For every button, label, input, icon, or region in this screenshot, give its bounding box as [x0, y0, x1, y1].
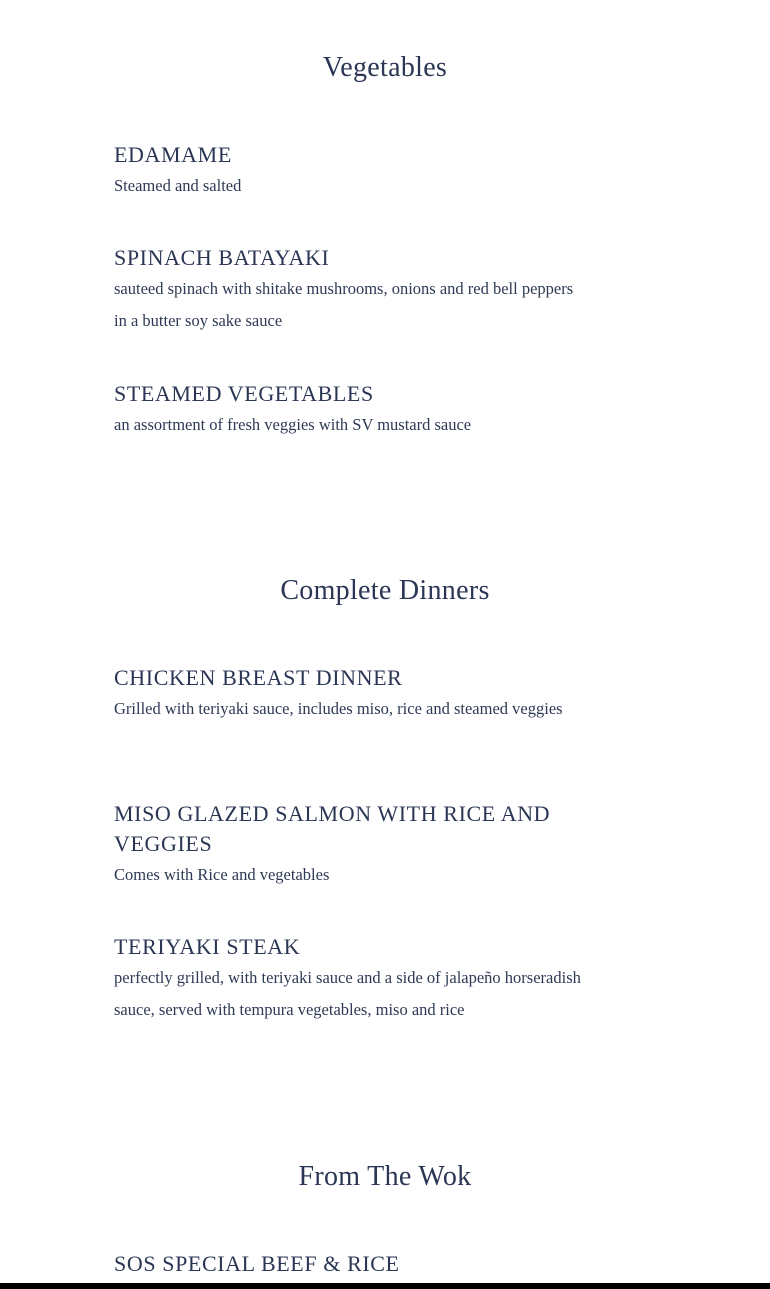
section-title-vegetables: Vegetables	[322, 52, 448, 83]
menu-item-steamed-vegetables	[114, 379, 594, 441]
menu-item-description: perfectly grilled, with teriyaki sauce and a side of jalapeño horseradish sauce, served with tempura vegetables, miso and rice	[114, 968, 581, 1019]
menu-item-sos-special-beef-rice	[114, 1249, 594, 1279]
section-title-complete-dinners: Complete Dinners	[280, 575, 490, 606]
menu-item-description: Steamed and salted	[114, 176, 242, 195]
menu-item-name: TERIYAKI STEAK	[114, 934, 301, 959]
menu-item-description: Comes with Rice and vegetables	[114, 865, 330, 884]
menu-item-teriyaki-steak	[114, 932, 594, 1026]
menu-item-name: EDAMAME	[114, 142, 232, 167]
section-title-from-the-wok: From The Wok	[298, 1161, 472, 1192]
menu-item-description: sauteed spinach with shitake mushrooms, onions and red bell peppers in a butter soy sake sauce	[114, 279, 574, 330]
menu-item-edamame	[114, 140, 594, 202]
menu-item-chicken-breast-dinner	[114, 663, 594, 725]
menu-item-spinach-batayaki	[114, 243, 594, 337]
menu-item-description: Grilled with teriyaki sauce, includes miso, rice and steamed veggies	[114, 699, 563, 718]
menu-item-description: an assortment of fresh veggies with SV mustard sauce	[114, 415, 472, 434]
menu-item-name: SPINACH BATAYAKI	[114, 245, 330, 270]
menu-item-name: MISO GLAZED SALMON WITH RICE AND VEGGIES	[114, 801, 551, 856]
bottom-edge-bar	[0, 1283, 770, 1289]
menu-item-name: CHICKEN BREAST DINNER	[114, 665, 403, 690]
menu-item-name: SOS SPECIAL BEEF & RICE	[114, 1251, 400, 1276]
menu-item-miso-glazed-salmon	[114, 799, 594, 891]
menu-item-name: STEAMED VEGETABLES	[114, 381, 374, 406]
